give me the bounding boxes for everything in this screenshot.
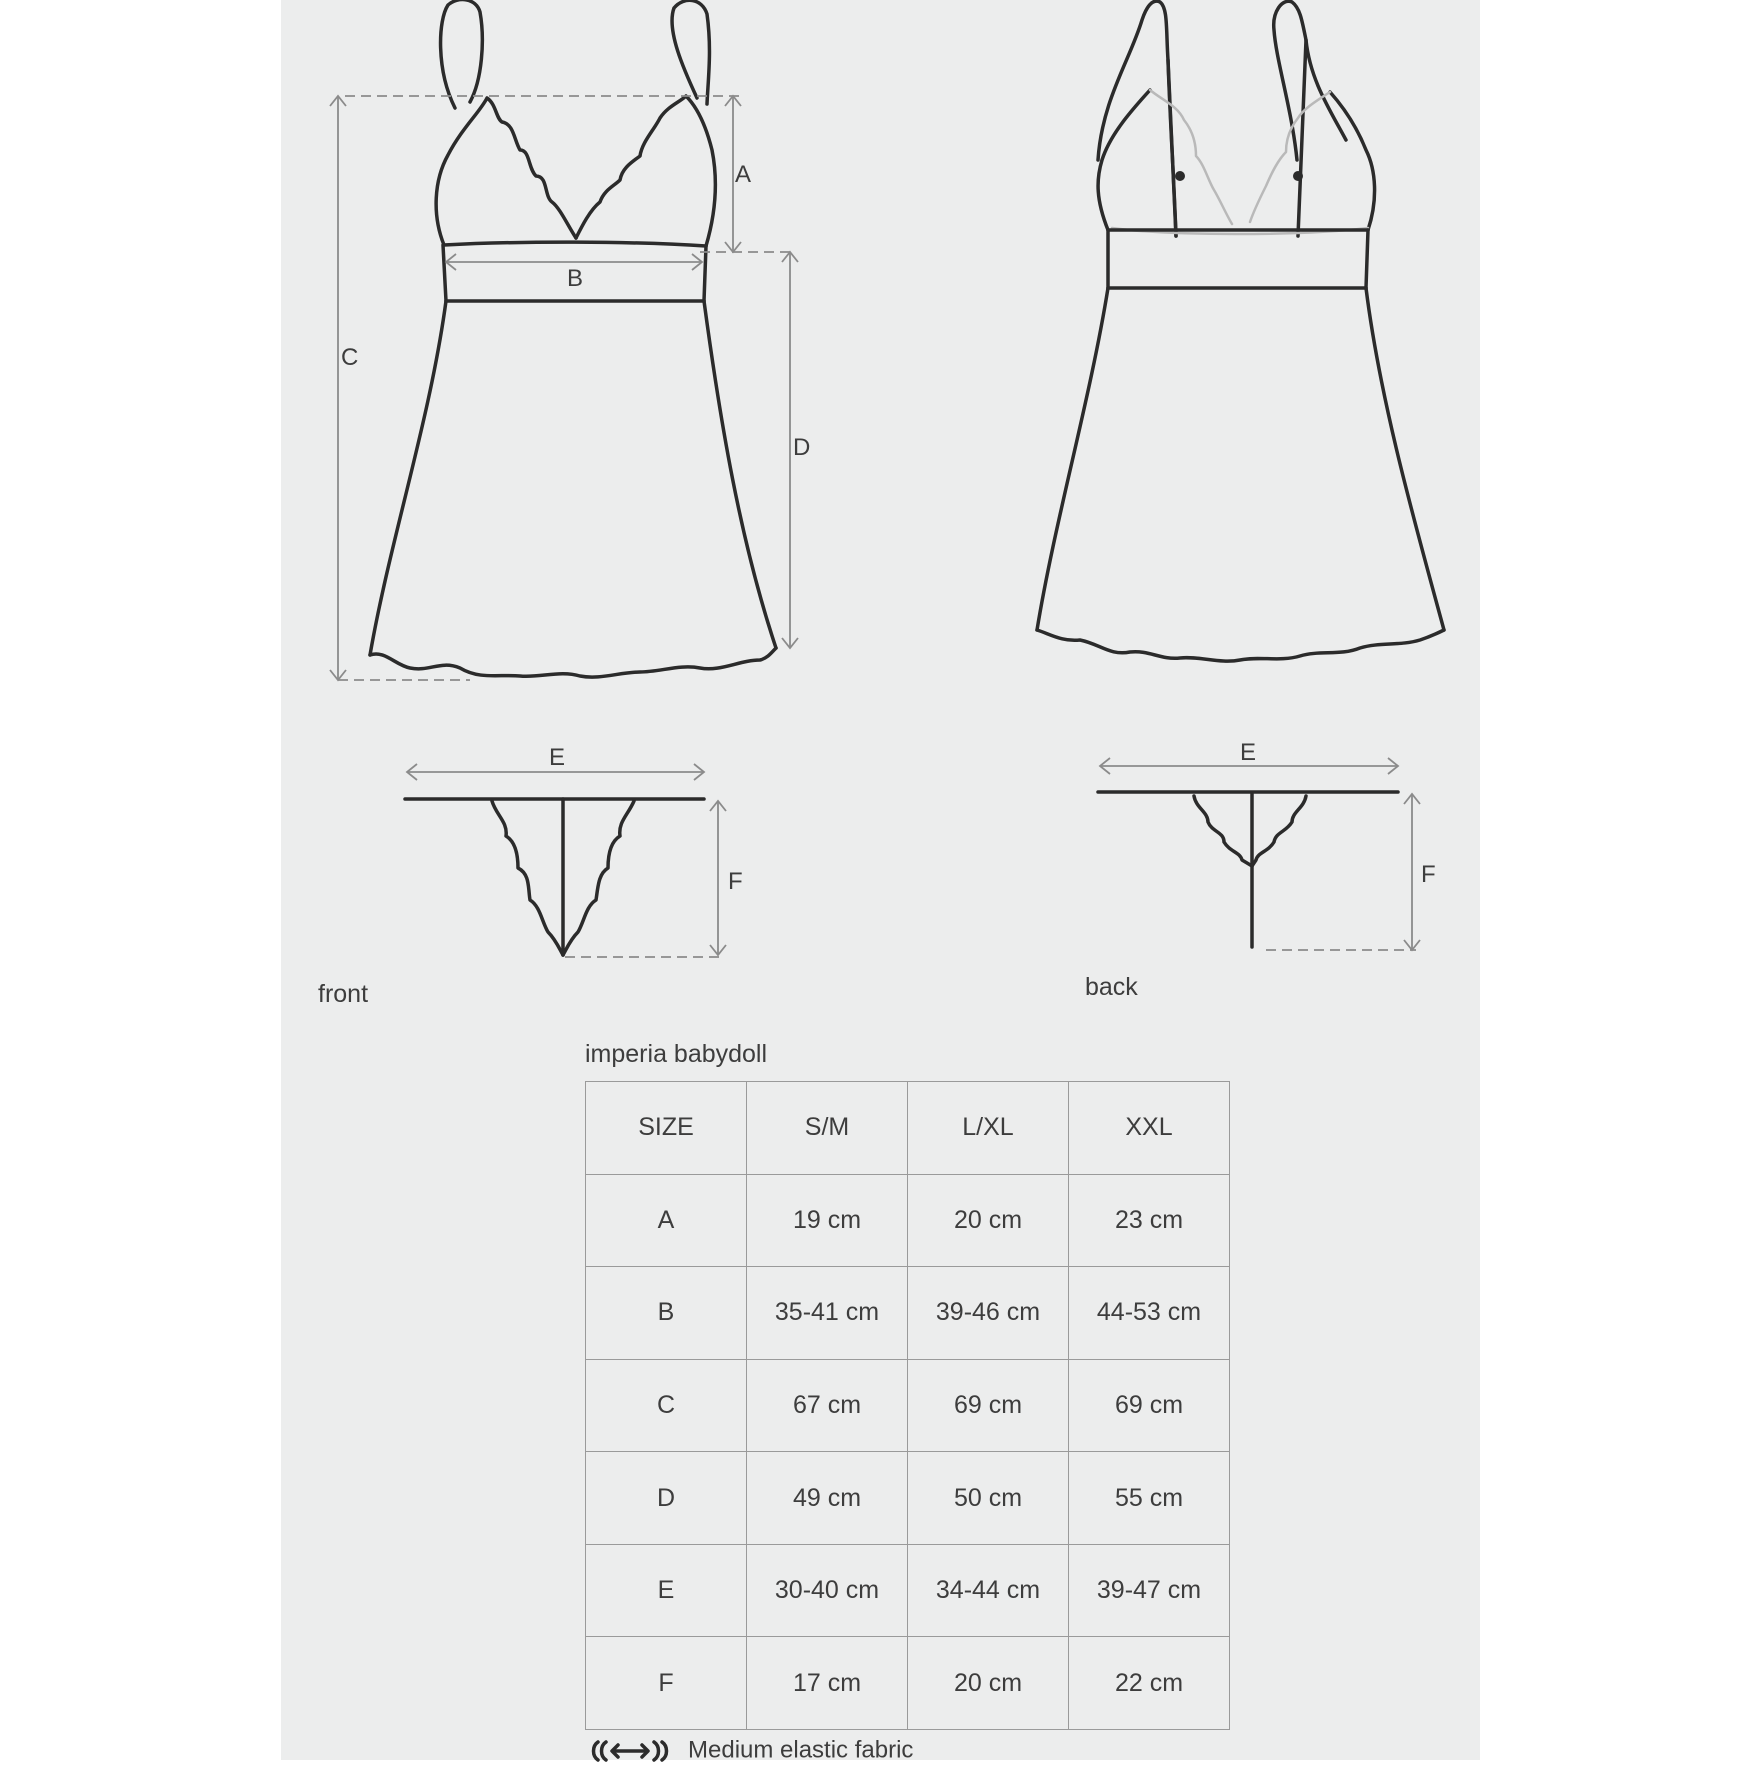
label-f-front: F: [728, 868, 743, 895]
table-cell: 69 cm: [908, 1359, 1069, 1452]
front-thong-dimension-lines: [407, 764, 726, 957]
row-label-cell: F: [586, 1637, 747, 1730]
row-label-cell: C: [586, 1359, 747, 1452]
front-babydoll-drawing: [370, 0, 776, 677]
table-cell: 17 cm: [747, 1637, 908, 1730]
row-label-cell: E: [586, 1544, 747, 1637]
table-row: [586, 1544, 1230, 1637]
label-d: D: [793, 434, 811, 461]
table-cell: 39-47 cm: [1069, 1544, 1230, 1637]
table-row: [586, 1267, 1230, 1360]
table-cell: 39-46 cm: [908, 1267, 1069, 1360]
label-e-front: E: [549, 744, 566, 771]
table-cell: 23 cm: [1069, 1174, 1230, 1267]
table-row: [586, 1359, 1230, 1452]
row-label-cell: A: [586, 1174, 747, 1267]
back-caption: back: [1085, 973, 1138, 1001]
front-caption: front: [318, 980, 369, 1008]
table-cell: 69 cm: [1069, 1359, 1230, 1452]
label-a: A: [735, 161, 752, 188]
table-row: [586, 1452, 1230, 1545]
table-cell: 19 cm: [747, 1174, 908, 1267]
label-c: C: [341, 344, 359, 371]
front-thong-drawing: [405, 799, 704, 955]
table-cell: 44-53 cm: [1069, 1267, 1230, 1360]
table-cell: 20 cm: [908, 1174, 1069, 1267]
back-babydoll-drawing: [1037, 1, 1444, 661]
table-cell: 22 cm: [1069, 1637, 1230, 1730]
strap-button-right: [1293, 171, 1303, 181]
front-dimension-lines: [330, 96, 798, 680]
product-title: imperia babydoll: [585, 1040, 768, 1068]
fabric-note-text: Medium elastic fabric: [688, 1736, 914, 1764]
table-cell: 34-44 cm: [908, 1544, 1069, 1637]
table-cell: 55 cm: [1069, 1452, 1230, 1545]
table-header-row: [586, 1082, 1230, 1175]
back-thong-drawing: [1098, 792, 1398, 947]
double-arrow-stretch-icon: [590, 1736, 670, 1766]
header-cell: SIZE: [586, 1082, 747, 1175]
table-cell: 67 cm: [747, 1359, 908, 1452]
table-cell: 35-41 cm: [747, 1267, 908, 1360]
row-label-cell: D: [586, 1452, 747, 1545]
table-row: [586, 1637, 1230, 1730]
table-cell: 20 cm: [908, 1637, 1069, 1730]
header-cell: S/M: [747, 1082, 908, 1175]
table-cell: 49 cm: [747, 1452, 908, 1545]
size-table: [585, 1081, 1230, 1730]
row-label-cell: B: [586, 1267, 747, 1360]
table-row: [586, 1174, 1230, 1267]
header-cell: XXL: [1069, 1082, 1230, 1175]
strap-button-left: [1175, 171, 1185, 181]
label-f-back: F: [1421, 861, 1436, 888]
label-b: B: [567, 265, 584, 292]
header-cell: L/XL: [908, 1082, 1069, 1175]
table-cell: 30-40 cm: [747, 1544, 908, 1637]
table-cell: 50 cm: [908, 1452, 1069, 1545]
fabric-note: [590, 1736, 913, 1766]
label-e-back: E: [1240, 739, 1257, 766]
